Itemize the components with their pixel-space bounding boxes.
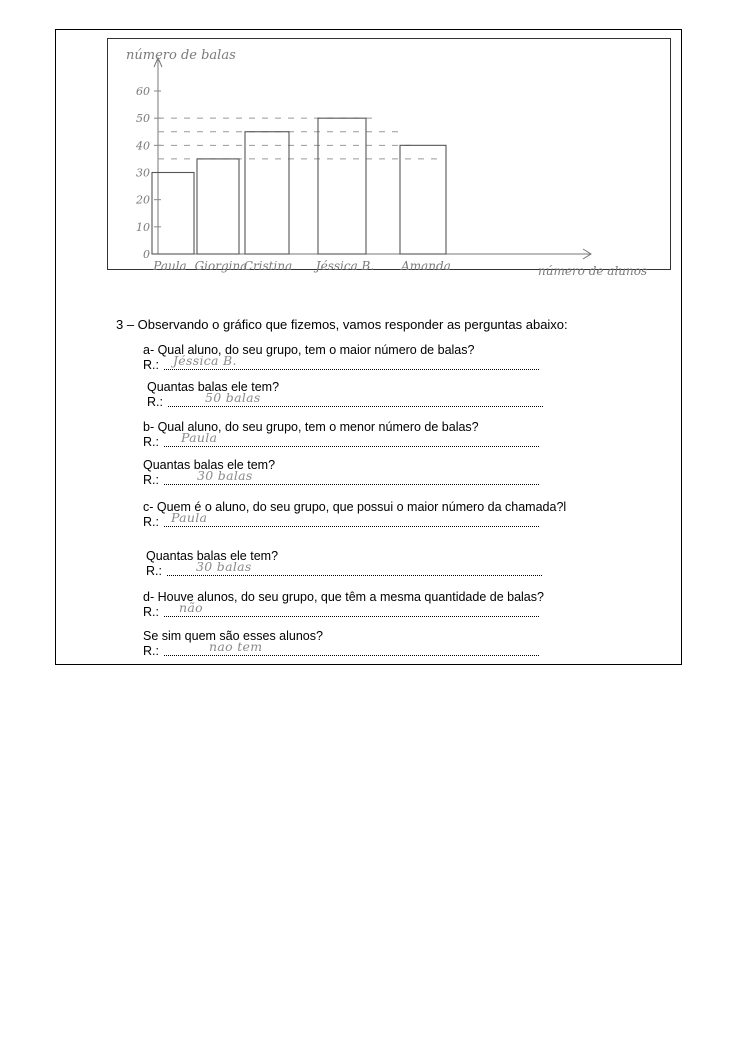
question-item [143,343,583,373]
y-tick-label: 60 [136,85,150,98]
question-prompt: Quantas balas ele tem? [143,458,276,472]
y-tick-label: 40 [136,139,150,153]
answer-prefix: R.: [147,395,163,409]
question-item [147,380,587,410]
handwritten-answer: Paula [181,430,218,445]
x-category-label: Giorgina [194,259,248,273]
question-item [143,420,583,450]
question-prompt: c- Quem é o aluno, do seu grupo, que possui o maior número da chamada?l [143,500,567,514]
answer-line [146,559,586,579]
handwritten-answer: Paula [171,510,208,525]
x-axis-label: número de alunos [538,264,648,278]
question-intro: 3 – Observando o gráfico que fizemos, vamos responder as perguntas abaixo: [116,317,568,332]
bar [318,118,366,254]
y-tick-label: 0 [143,248,150,261]
answer-line [143,468,583,488]
answer-line [147,390,587,410]
bar [400,145,446,254]
handwritten-answer: 30 balas [196,559,252,574]
bar-chart [108,39,670,278]
question-prompt: b- Qual aluno, do seu grupo, tem o menor número de balas? [143,420,479,434]
answer-line [143,510,583,530]
answer-line [143,600,583,620]
y-tick-label: 30 [136,166,150,180]
dotted-answer-rule [164,655,539,656]
hand-drawn-chart [107,38,671,278]
question-prompt: d- Houve alunos, do seu grupo, que têm a mesma quantidade de balas? [143,590,544,604]
y-tick-label: 50 [136,112,150,126]
x-category-label: Cristina [243,259,293,273]
y-tick-label: 10 [136,220,150,234]
handwritten-answer: Jéssica B. [173,353,237,368]
answer-prefix: R.: [143,605,159,619]
answer-prefix: R.: [143,473,159,487]
handwritten-answer: 30 balas [197,468,253,483]
answer-line [143,353,583,373]
question-item [143,500,583,530]
answer-prefix: R.: [143,515,159,529]
y-axis-label: número de balas [126,48,236,63]
question-item [143,458,583,488]
bar [245,132,289,254]
worksheet-frame [55,29,682,665]
question-item [146,549,586,579]
answer-line [143,430,583,450]
answer-prefix: R.: [143,435,159,449]
handwritten-answer: não [179,600,203,615]
question-prompt: Quantas balas ele tem? [147,380,280,394]
answer-prefix: R.: [143,358,159,372]
question-item [143,590,583,620]
dotted-answer-rule [168,406,543,407]
x-category-label: Amanda [401,259,451,273]
dotted-answer-rule [164,446,539,447]
handwritten-answer: nao tem [209,639,263,654]
question-prompt: Quantas balas ele tem? [146,549,279,563]
dotted-answer-rule [164,369,539,370]
x-category-label: Paula [153,259,187,273]
handwritten-answer: 50 balas [205,390,261,405]
y-tick-label: 20 [136,193,150,207]
answer-line [143,639,583,659]
question-prompt: a- Qual aluno, do seu grupo, tem o maior número de balas? [143,343,475,357]
answer-prefix: R.: [146,564,162,578]
dotted-answer-rule [167,575,542,576]
x-category-label: Jéssica B. [315,259,375,273]
bar [197,159,239,254]
dotted-answer-rule [164,526,539,527]
dotted-answer-rule [164,616,539,617]
question-prompt: Se sim quem são esses alunos? [143,629,323,643]
question-item [143,629,583,659]
dotted-answer-rule [164,484,539,485]
answer-prefix: R.: [143,644,159,658]
